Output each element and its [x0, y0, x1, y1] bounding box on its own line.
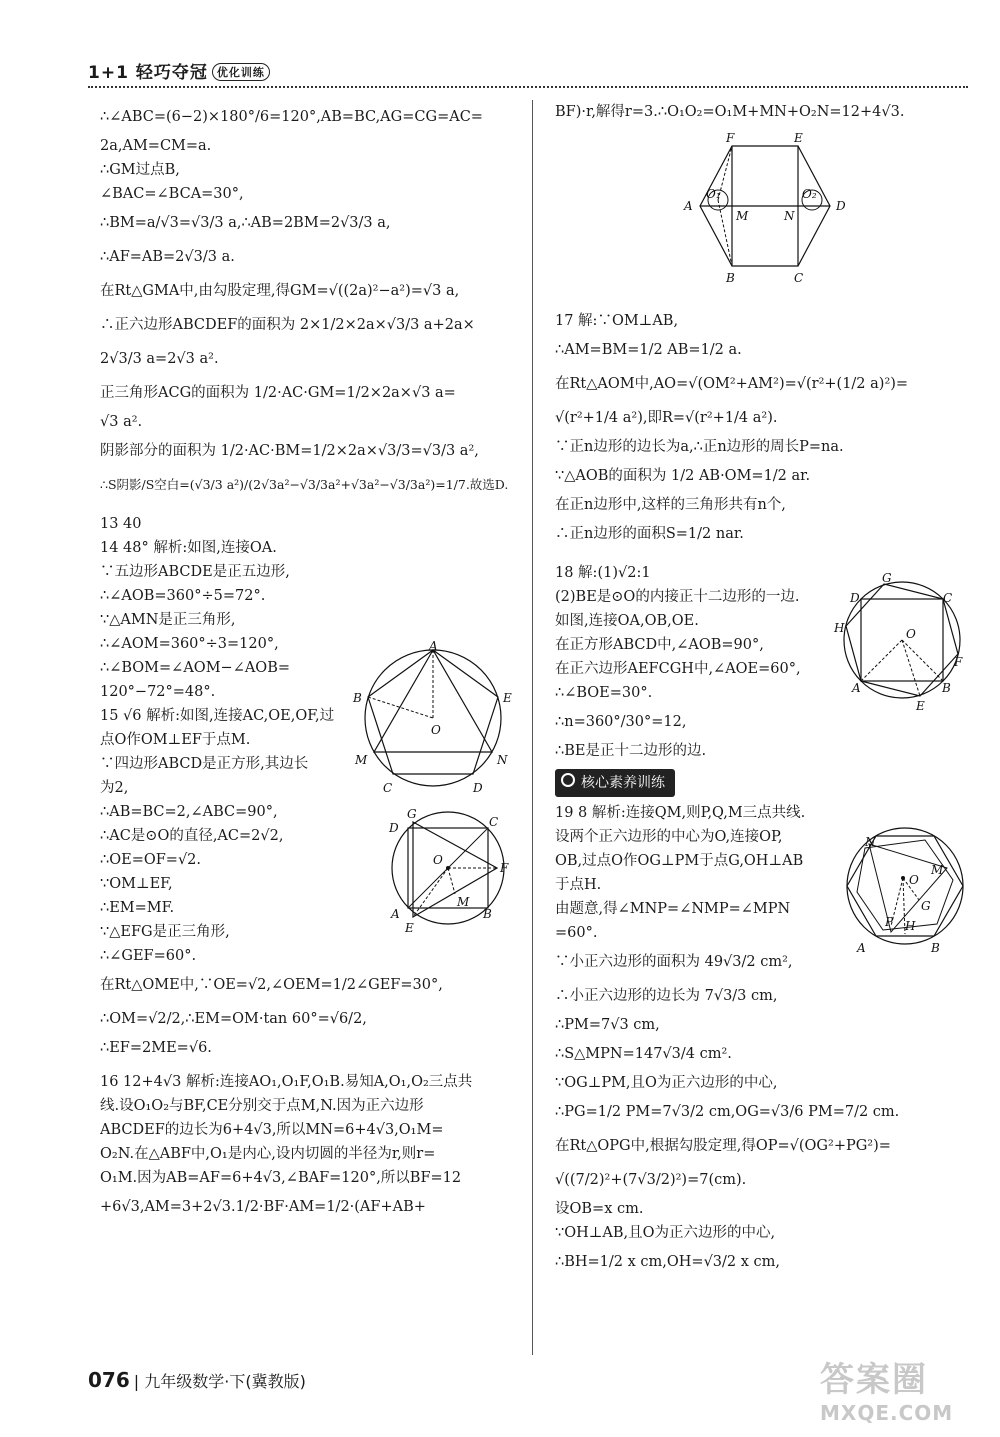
fig-label: D — [473, 781, 483, 795]
text-line: ∴正六边形ABCDEF的面积为 2×1/2×2a×√3/3 a+2a× — [100, 317, 475, 333]
text-line: ∴正n边形的面积S=1/2 nar. — [555, 526, 744, 542]
fig-label: A — [684, 199, 693, 213]
fig-label: C — [383, 781, 393, 795]
fig-label: M — [457, 895, 470, 909]
fig-label: E — [916, 699, 925, 713]
fig-label: E — [794, 131, 803, 145]
text-line: ∵△AOB的面积为 1/2 AB·OM=1/2 ar. — [555, 468, 811, 484]
text-line: ∴∠AOB=360°÷5=72°. — [100, 588, 266, 604]
text-line: ∵OH⊥AB,且O为正六边形的中心, — [555, 1225, 776, 1241]
text-line: 正三角形ACG的面积为 1/2·AC·GM=1/2×2a×√3 a= — [100, 385, 456, 401]
figure-19-hexagons — [835, 818, 975, 958]
fig-label: O — [431, 723, 441, 737]
text-line: √(r²+1/4 a²),即R=√(r²+1/4 a²). — [555, 410, 778, 426]
text-line: =60°. — [555, 925, 598, 941]
text-line: O₁M.因为AB=AF=6+4√3,∠BAF=120°,所以BF=12 — [100, 1170, 462, 1186]
text-line: ∴OE=OF=√2. — [100, 852, 202, 868]
text-line: 在正方形ABCD中,∠AOB=90°, — [555, 637, 764, 653]
text-line: 在正六边形AEFCGH中,∠AOE=60°, — [555, 661, 801, 677]
text-line: 如图,连接OA,OB,OE. — [555, 613, 699, 629]
text-line: ∵正n边形的边长为a,∴正n边形的周长P=na. — [555, 439, 844, 455]
text-line: BF)·r,解得r=3.∴O₁O₂=O₁M+MN+O₂N=12+4√3. — [555, 104, 905, 120]
fig-label: M — [736, 209, 749, 223]
text-line: ∴S阴影/S空白=(√3/3 a²)/(2√3a²−√3/3a²+√3a²−√3/3a²)=1/7.故选D. — [100, 477, 509, 492]
fig-label: G — [921, 899, 931, 913]
fig-label: C — [794, 271, 804, 285]
text-line: 为2, — [100, 780, 129, 796]
text-line: 于点H. — [555, 877, 602, 893]
fig-label: G — [407, 807, 417, 821]
text-line: ∵小正六边形的面积为 49√3/2 cm², — [555, 954, 793, 970]
series-logo — [88, 58, 270, 83]
fig-label: O₂ — [802, 187, 817, 201]
text-line: 线.设O₁O₂与BF,CE分别交于点M,N.因为正六边形 — [100, 1098, 424, 1114]
figure-18-square-hexagon — [830, 570, 970, 715]
answer-16: 16 12+4√3 解析:连接AO₁,O₁F,O₁B.易知A,O₁,O₂三点共 — [100, 1074, 473, 1090]
text-line: 120°−72°=48°. — [100, 684, 216, 700]
text-line: ∵OM⊥EF, — [100, 876, 173, 892]
text-line: ∴BE是正十二边形的边. — [555, 743, 707, 759]
figure-15-square-triangle — [383, 806, 518, 936]
fig-label: F — [726, 131, 735, 145]
fig-label: B — [353, 691, 362, 705]
watermark-url: MXQE.COM — [820, 1401, 954, 1425]
text-line: ∴PM=7√3 cm, — [555, 1017, 660, 1033]
fig-label: M — [931, 863, 944, 877]
text-line: ∵五边形ABCDE是正五边形, — [100, 564, 290, 580]
fig-label: C — [943, 591, 953, 605]
fig-label: O — [906, 627, 916, 641]
text-line: √3 a². — [100, 414, 143, 430]
text-line: 阴影部分的面积为 1/2·AC·BM=1/2×2a×√3/3=√3/3 a², — [100, 443, 479, 459]
figure-14-pentagon — [345, 640, 520, 800]
text-line: ∴∠BOE=30°. — [555, 685, 653, 701]
fig-label: N — [784, 209, 795, 223]
fig-label: F — [954, 655, 963, 669]
answer-14: 14 48° 解析:如图,连接OA. — [100, 540, 277, 556]
text-line: ∴GM过点B, — [100, 162, 180, 178]
text-line: 在Rt△OPG中,根据勾股定理,得OP=√(OG²+PG²)= — [555, 1138, 891, 1154]
text-line: ∵△AMN是正三角形, — [100, 612, 236, 628]
text-line: 在Rt△AOM中,AO=√(OM²+AM²)=√(r²+(1/2 a)²)= — [555, 376, 909, 392]
text-line: ∴AM=BM=1/2 AB=1/2 a. — [555, 342, 742, 358]
fig-label: D — [850, 591, 860, 605]
fig-label: D — [389, 821, 399, 835]
text-line: ABCDEF的边长为6+4√3,所以MN=6+4√3,O₁M= — [100, 1122, 444, 1138]
header-rule — [88, 86, 968, 88]
text-line: ∠BAC=∠BCA=30°, — [100, 186, 244, 202]
text-line: +6√3,AM=3+2√3.1/2·BF·AM=1/2·(AF+AB+ — [100, 1199, 426, 1215]
fig-label: P — [885, 915, 894, 929]
text-line: ∵△EFG是正三角形, — [100, 924, 230, 940]
answer-15: 15 √6 解析:如图,连接AC,OE,OF,过 — [100, 708, 335, 724]
text-line: ∴∠BOM=∠AOM−∠AOB= — [100, 660, 291, 676]
text-line: ∴BM=a/√3=√3/3 a,∴AB=2BM=2√3/3 a, — [100, 215, 391, 231]
text-line: ∴∠ABC=(6−2)×180°/6=120°,AB=BC,AG=CG=AC= — [100, 109, 483, 125]
answer-18: 18 解:(1)√2:1 — [555, 565, 651, 581]
fig-label: A — [857, 941, 866, 955]
fig-label: B — [942, 681, 951, 695]
text-line: ∴OM=√2/2,∴EM=OM·tan 60°=√6/2, — [100, 1011, 367, 1027]
fig-label: E — [503, 691, 512, 705]
fig-label: B — [726, 271, 735, 285]
fig-label: D — [836, 199, 846, 213]
book-title: 九年级数学·下(冀教版) — [144, 1372, 306, 1391]
fig-label: H — [905, 919, 916, 933]
text-line: 在Rt△GMA中,由勾股定理,得GM=√((2a)²−a²)=√3 a, — [100, 283, 460, 299]
fig-label: N — [497, 753, 508, 767]
page-header — [88, 52, 968, 92]
text-line: ∵OG⊥PM,且O为正六边形的中心, — [555, 1075, 778, 1091]
text-line: ∵四边形ABCD是正方形,其边长 — [100, 756, 309, 772]
text-line: 2√3/3 a=2√3 a². — [100, 351, 219, 367]
text-line: ∴BH=1/2 x cm,OH=√3/2 x cm, — [555, 1254, 781, 1270]
fig-label: C — [489, 815, 499, 829]
text-line: 由题意,得∠MNP=∠NMP=∠MPN — [555, 901, 791, 917]
section-badge: 核心素养训练 — [555, 769, 675, 797]
fig-label: A — [391, 907, 400, 921]
logo-text: 1+1 轻巧夺冠 — [88, 63, 208, 83]
text-line: ∴AC是⊙O的直径,AC=2√2, — [100, 828, 284, 844]
text-line: OB,过点O作OG⊥PM于点G,OH⊥AB — [555, 853, 804, 869]
fig-label: O — [909, 873, 919, 887]
text-line: ∴∠GEF=60°. — [100, 948, 197, 964]
watermark-text: 答案圈 — [820, 1360, 928, 1400]
text-line: 设两个正六边形的中心为O,连接OP, — [555, 829, 783, 845]
watermark — [820, 1352, 953, 1425]
text-line: 在Rt△OME中,∵OE=√2,∠OEM=1/2∠GEF=30°, — [100, 977, 443, 993]
text-line: ∴小正六边形的边长为 7√3/3 cm, — [555, 988, 778, 1004]
answer-13: 13 40 — [100, 516, 142, 532]
text-line: 在正n边形中,这样的三角形共有n个, — [555, 497, 786, 513]
figure-16-hexagon — [680, 128, 855, 288]
text-line: ∴n=360°/30°=12, — [555, 714, 687, 730]
fig-label: N — [865, 835, 876, 849]
text-line: ∴PG=1/2 PM=7√3/2 cm,OG=√3/6 PM=7/2 cm. — [555, 1104, 900, 1120]
fig-label: F — [500, 861, 509, 875]
logo-tag: 优化训练 — [212, 63, 270, 81]
text-line: 设OB=x cm. — [555, 1201, 644, 1217]
text-line: ∴AF=AB=2√3/3 a. — [100, 249, 235, 265]
page-number: 076 — [88, 1368, 130, 1392]
fig-label: B — [483, 907, 492, 921]
fig-label: E — [405, 921, 414, 935]
fig-label: B — [931, 941, 940, 955]
text-line: 点O作OM⊥EF于点M. — [100, 732, 251, 748]
text-line: 2a,AM=CM=a. — [100, 138, 212, 154]
answer-19: 19 8 解析:连接QM,则P,Q,M三点共线. — [555, 805, 806, 821]
text-line: ∴S△MPN=147√3/4 cm². — [555, 1046, 732, 1062]
fig-label: A — [429, 640, 438, 653]
fig-label: A — [852, 681, 861, 695]
text-line: √((7/2)²+(7√3/2)²)=7(cm). — [555, 1172, 747, 1188]
text-line: ∴∠AOM=360°÷3=120°, — [100, 636, 279, 652]
fig-label: O — [433, 853, 443, 867]
fig-label: M — [355, 753, 368, 767]
text-line: ∴EM=MF. — [100, 900, 175, 916]
text-line: (2)BE是⊙O的内接正十二边形的一边. — [555, 589, 800, 605]
column-divider — [532, 100, 533, 1355]
page-footer: 076 | 九年级数学·下(冀教版) — [88, 1368, 306, 1392]
answer-17: 17 解:∵OM⊥AB, — [555, 313, 679, 329]
fig-label: O₁ — [706, 187, 721, 201]
text-line: O₂N.在△ABF中,O₁是内心,设内切圆的半径为r,则r= — [100, 1146, 436, 1162]
fig-label: G — [882, 571, 892, 585]
text-line: ∴AB=BC=2,∠ABC=90°, — [100, 804, 278, 820]
fig-label: H — [834, 621, 845, 635]
text-line: ∴EF=2ME=√6. — [100, 1040, 212, 1056]
